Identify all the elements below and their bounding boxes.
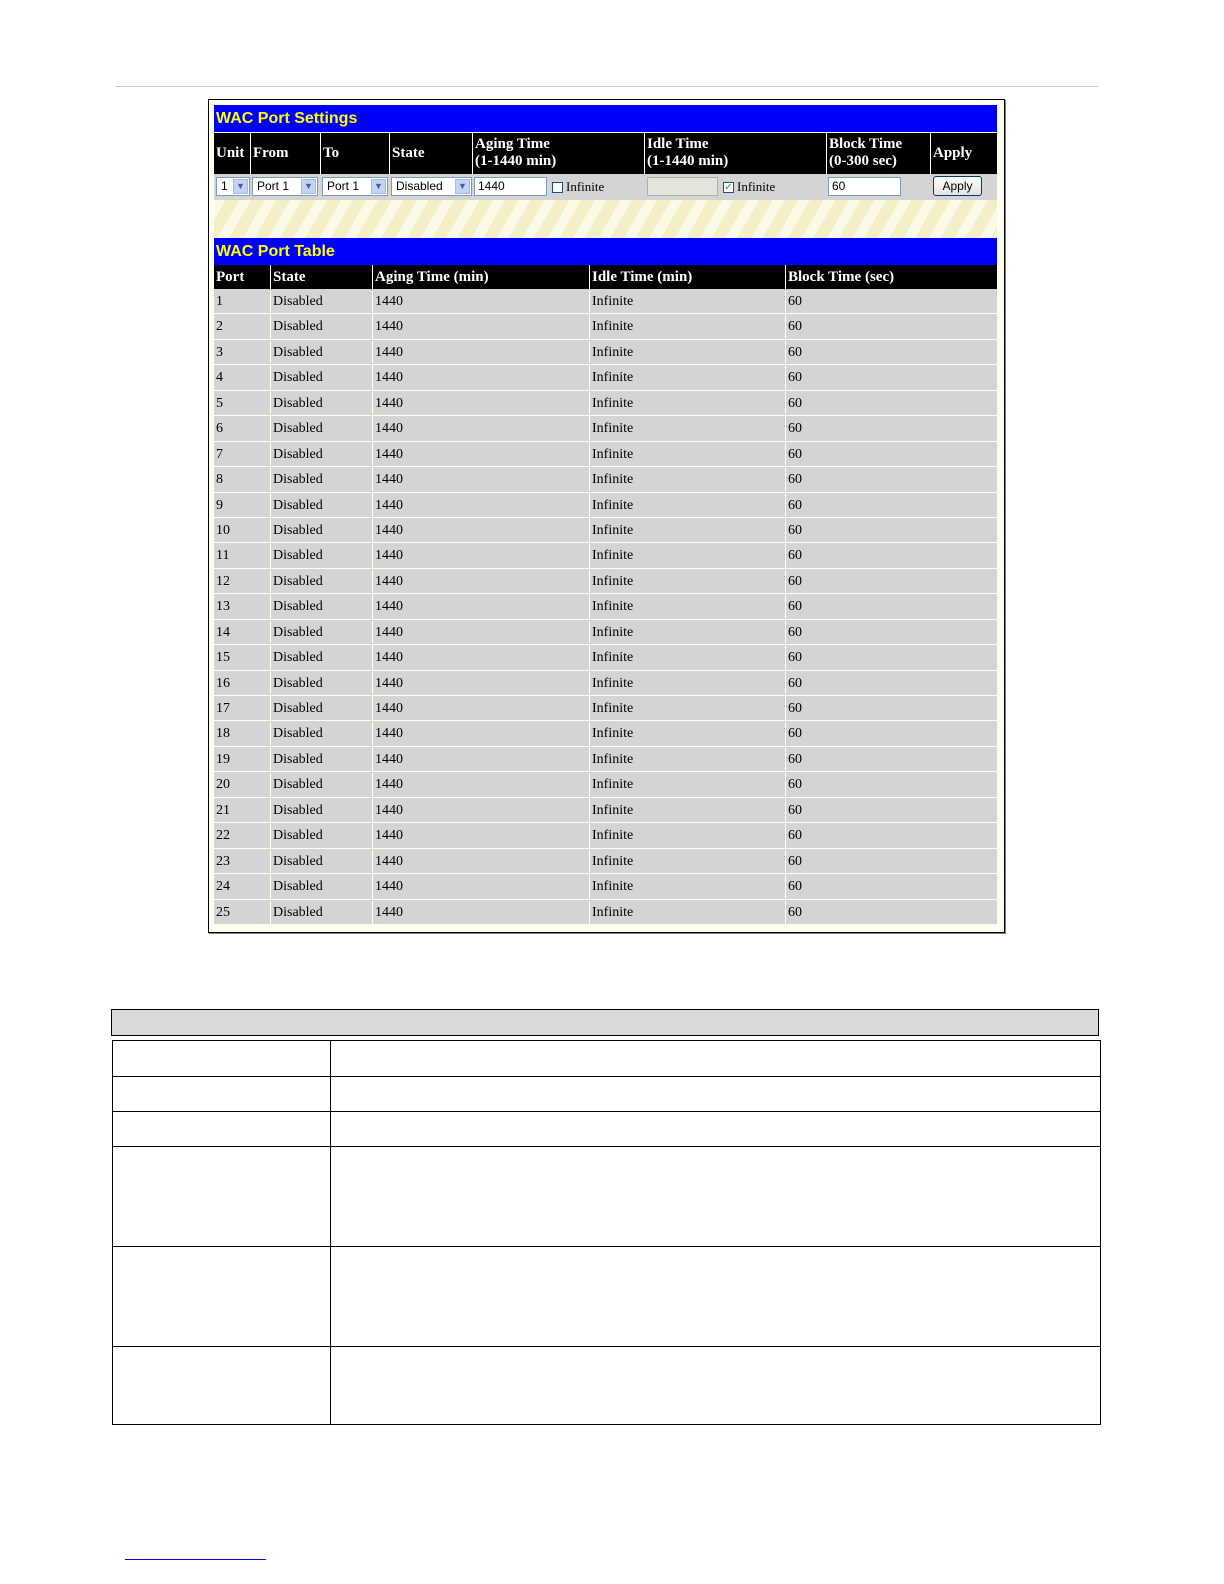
cell-port: 25 [216, 904, 230, 920]
cell-port: 11 [216, 548, 230, 564]
cell-block-time: 60 [785, 772, 997, 796]
cell-aging-time: 1440 [372, 645, 589, 669]
cell-aging-time: 1440 [372, 289, 589, 313]
table-row [214, 900, 997, 925]
cell-port: 16 [216, 675, 230, 691]
cell-port: 20 [216, 777, 230, 793]
cell-state: Disabled [270, 543, 372, 567]
cell-aging-time: 1440 [372, 594, 589, 618]
description-value [331, 1247, 1101, 1347]
cell-idle-time: Infinite [589, 671, 785, 695]
cell-state: Disabled [270, 747, 372, 771]
cell-idle-time: Infinite [589, 900, 785, 924]
description-row [113, 1041, 1101, 1077]
table-row [214, 289, 997, 314]
cell-port: 9 [216, 497, 223, 513]
cell-idle-time: Infinite [589, 772, 785, 796]
cell-block-time: 60 [785, 671, 997, 695]
cell-idle-time: Infinite [589, 391, 785, 415]
cell-aging-time: 1440 [372, 721, 589, 745]
cell-state: Disabled [270, 391, 372, 415]
cell-aging-time: 1440 [372, 365, 589, 389]
table-row [214, 365, 997, 390]
state-select-value: Disabled [396, 179, 443, 193]
cell-block-time: 60 [785, 594, 997, 618]
cell-block-time: 60 [785, 493, 997, 517]
cell-aging-time: 1440 [372, 416, 589, 440]
cell-block-time: 60 [785, 696, 997, 720]
chevron-down-icon[interactable]: ▼ [233, 179, 248, 194]
cell-block-time: 60 [785, 467, 997, 491]
cell-aging-time: 1440 [372, 874, 589, 898]
table-title-bar: WAC Port Table [214, 238, 997, 265]
cell-idle-time: Infinite [589, 314, 785, 338]
cell-idle-time: Infinite [589, 874, 785, 898]
header-from: From [250, 133, 320, 174]
apply-button[interactable]: Apply [933, 176, 982, 196]
cell-aging-time: 1440 [372, 747, 589, 771]
cell-idle-time: Infinite [589, 645, 785, 669]
cell-block-time: 60 [785, 645, 997, 669]
cell-port: 7 [216, 446, 223, 462]
cell-port: 3 [216, 344, 223, 360]
cell-port: 15 [216, 650, 230, 666]
cell-idle-time: Infinite [589, 594, 785, 618]
header-block-line2: (0-300 sec) [829, 153, 897, 169]
cell-port: 18 [216, 726, 230, 742]
cell-state: Disabled [270, 493, 372, 517]
wac-panel [208, 99, 1005, 933]
cell-idle-time: Infinite [589, 493, 785, 517]
cell-state: Disabled [270, 671, 372, 695]
page-top-rule [116, 86, 1098, 87]
description-row [113, 1247, 1101, 1347]
cell-aging-time: 1440 [372, 823, 589, 847]
cell-state: Disabled [270, 340, 372, 364]
table-header-row [214, 265, 997, 289]
table-row [214, 823, 997, 848]
cell-idle-time: Infinite [589, 442, 785, 466]
chevron-down-icon[interactable]: ▼ [301, 179, 316, 194]
header-aging-line1: Aging Time [475, 136, 550, 152]
cell-port: 17 [216, 701, 230, 716]
cell-idle-time: Infinite [589, 543, 785, 567]
cell-state: Disabled [270, 620, 372, 644]
settings-input-row [214, 174, 997, 200]
cell-state: Disabled [270, 823, 372, 847]
description-key [113, 1077, 331, 1112]
header-idle-time [644, 133, 826, 174]
cell-port: 1 [216, 294, 223, 309]
cell-idle-time: Infinite [589, 289, 785, 313]
description-row [113, 1112, 1101, 1147]
cell-state: Disabled [270, 289, 372, 313]
cell-aging-time: 1440 [372, 569, 589, 593]
table-row [214, 543, 997, 568]
from-port-select[interactable] [252, 177, 318, 196]
cell-aging-time: 1440 [372, 518, 589, 542]
cell-port: 8 [216, 472, 223, 488]
header-idle-line1: Idle Time [647, 136, 709, 152]
cell-state: Disabled [270, 442, 372, 466]
to-port-value: Port 1 [327, 179, 360, 193]
cell-block-time: 60 [785, 340, 997, 364]
cell-aging-time: 1440 [372, 696, 589, 720]
cell-port: 4 [216, 370, 223, 386]
cell-idle-time: Infinite [589, 849, 785, 873]
cell-port: 23 [216, 853, 230, 869]
cell-block-time: 60 [785, 365, 997, 389]
chevron-down-icon[interactable]: ▼ [455, 179, 470, 194]
cell-block-time: 60 [785, 442, 997, 466]
cell-aging-time: 1440 [372, 467, 589, 491]
cell-port: 10 [216, 522, 230, 538]
cell-state: Disabled [270, 518, 372, 542]
cell-idle-time: Infinite [589, 467, 785, 491]
column-idle-time: Idle Time (min) [589, 265, 785, 289]
cell-block-time: 60 [785, 849, 997, 873]
table-row [214, 772, 997, 797]
cell-state: Disabled [270, 772, 372, 796]
cell-idle-time: Infinite [589, 823, 785, 847]
table-row [214, 874, 997, 899]
cell-block-time: 60 [785, 874, 997, 898]
table-row [214, 493, 997, 518]
cell-idle-time: Infinite [589, 518, 785, 542]
table-row [214, 391, 997, 416]
header-aging-line2: (1-1440 min) [475, 153, 557, 169]
port-table-body [214, 289, 997, 925]
chevron-down-icon[interactable]: ▼ [371, 179, 386, 194]
aging-time-input[interactable]: 1440 [474, 177, 547, 196]
cell-block-time: 60 [785, 416, 997, 440]
header-block-line1: Block Time [829, 136, 903, 152]
cell-block-time: 60 [785, 569, 997, 593]
cell-block-time: 60 [785, 721, 997, 745]
cell-block-time: 60 [785, 900, 997, 924]
from-port-value: Port 1 [257, 179, 290, 193]
cell-port: 21 [216, 802, 230, 818]
table-row [214, 416, 997, 441]
settings-header-row [214, 133, 997, 174]
cell-idle-time: Infinite [589, 569, 785, 593]
description-value [331, 1041, 1101, 1077]
table-row [214, 518, 997, 543]
description-row [113, 1077, 1101, 1112]
cell-state: Disabled [270, 721, 372, 745]
cell-idle-time: Infinite [589, 747, 785, 771]
table-row [214, 620, 997, 645]
table-row [214, 340, 997, 365]
table-row [214, 798, 997, 823]
cell-aging-time: 1440 [372, 772, 589, 796]
description-key [113, 1041, 331, 1077]
header-state: State [389, 133, 472, 174]
table-row [214, 721, 997, 746]
cell-state: Disabled [270, 849, 372, 873]
table-row [214, 569, 997, 594]
cell-idle-time: Infinite [589, 798, 785, 822]
cell-port: 6 [216, 421, 223, 437]
cell-state: Disabled [270, 569, 372, 593]
description-table-title [111, 1009, 1099, 1036]
description-key [113, 1147, 331, 1247]
cell-state: Disabled [270, 696, 372, 720]
header-to: To [320, 133, 389, 174]
table-row [214, 849, 997, 874]
cell-aging-time: 1440 [372, 340, 589, 364]
idle-infinite-label: Infinite [737, 179, 776, 194]
cell-block-time: 60 [785, 391, 997, 415]
cell-aging-time: 1440 [372, 900, 589, 924]
cell-state: Disabled [270, 798, 372, 822]
column-aging-time: Aging Time (min) [372, 265, 589, 289]
cell-aging-time: 1440 [372, 493, 589, 517]
footer-link-underline [125, 1559, 266, 1560]
cell-port: 2 [216, 319, 223, 335]
description-row [113, 1347, 1101, 1425]
decorative-pattern-band [214, 200, 997, 238]
column-port: Port [216, 269, 245, 285]
description-value [331, 1077, 1101, 1112]
table-row [214, 314, 997, 339]
idle-time-input[interactable] [647, 177, 718, 196]
cell-block-time: 60 [785, 747, 997, 771]
cell-port: 14 [216, 624, 230, 640]
cell-idle-time: Infinite [589, 365, 785, 389]
table-row [214, 696, 997, 721]
description-value [331, 1112, 1101, 1147]
cell-aging-time: 1440 [372, 671, 589, 695]
cell-idle-time: Infinite [589, 340, 785, 364]
cell-state: Disabled [270, 594, 372, 618]
cell-idle-time: Infinite [589, 620, 785, 644]
header-apply: Apply [930, 133, 997, 174]
cell-state: Disabled [270, 314, 372, 338]
cell-state: Disabled [270, 900, 372, 924]
table-row [214, 594, 997, 619]
settings-title-bar: WAC Port Settings [214, 105, 997, 132]
description-table [112, 1040, 1101, 1425]
description-key [113, 1347, 331, 1425]
cell-port: 5 [216, 395, 223, 411]
cell-block-time: 60 [785, 543, 997, 567]
cell-block-time: 60 [785, 518, 997, 542]
cell-state: Disabled [270, 645, 372, 669]
cell-block-time: 60 [785, 314, 997, 338]
cell-port: 12 [216, 573, 230, 589]
cell-idle-time: Infinite [589, 721, 785, 745]
cell-aging-time: 1440 [372, 620, 589, 644]
cell-aging-time: 1440 [372, 849, 589, 873]
header-idle-line2: (1-1440 min) [647, 153, 729, 169]
cell-block-time: 60 [785, 823, 997, 847]
unit-select[interactable] [216, 177, 250, 196]
cell-port: 22 [216, 828, 230, 844]
block-time-input[interactable]: 60 [828, 177, 901, 196]
cell-state: Disabled [270, 467, 372, 491]
description-key [113, 1247, 331, 1347]
cell-state: Disabled [270, 365, 372, 389]
description-row [113, 1147, 1101, 1247]
cell-port: 19 [216, 751, 230, 767]
cell-aging-time: 1440 [372, 391, 589, 415]
table-row [214, 747, 997, 772]
header-aging-time [472, 133, 644, 174]
table-row [214, 467, 997, 492]
cell-idle-time: Infinite [589, 696, 785, 720]
header-unit: Unit [216, 145, 245, 161]
description-key [113, 1112, 331, 1147]
description-value [331, 1147, 1101, 1247]
cell-port: 13 [216, 599, 230, 615]
to-port-select[interactable] [322, 177, 388, 196]
cell-state: Disabled [270, 416, 372, 440]
cell-block-time: 60 [785, 798, 997, 822]
header-block-time [826, 133, 930, 174]
table-row [214, 442, 997, 467]
cell-block-time: 60 [785, 289, 997, 313]
description-value [331, 1347, 1101, 1425]
cell-aging-time: 1440 [372, 798, 589, 822]
aging-infinite-label: Infinite [566, 179, 605, 194]
column-state: State [270, 265, 372, 289]
table-row [214, 671, 997, 696]
aging-infinite-checkbox[interactable] [552, 182, 563, 193]
column-block-time: Block Time (sec) [785, 265, 997, 289]
cell-port: 24 [216, 879, 230, 895]
cell-block-time: 60 [785, 620, 997, 644]
idle-infinite-checkbox[interactable]: ✓ [724, 182, 733, 193]
cell-state: Disabled [270, 874, 372, 898]
unit-select-value: 1 [221, 179, 228, 193]
cell-aging-time: 1440 [372, 314, 589, 338]
cell-idle-time: Infinite [589, 416, 785, 440]
cell-aging-time: 1440 [372, 442, 589, 466]
table-row [214, 645, 997, 670]
cell-aging-time: 1440 [372, 543, 589, 567]
state-select[interactable] [391, 177, 472, 196]
